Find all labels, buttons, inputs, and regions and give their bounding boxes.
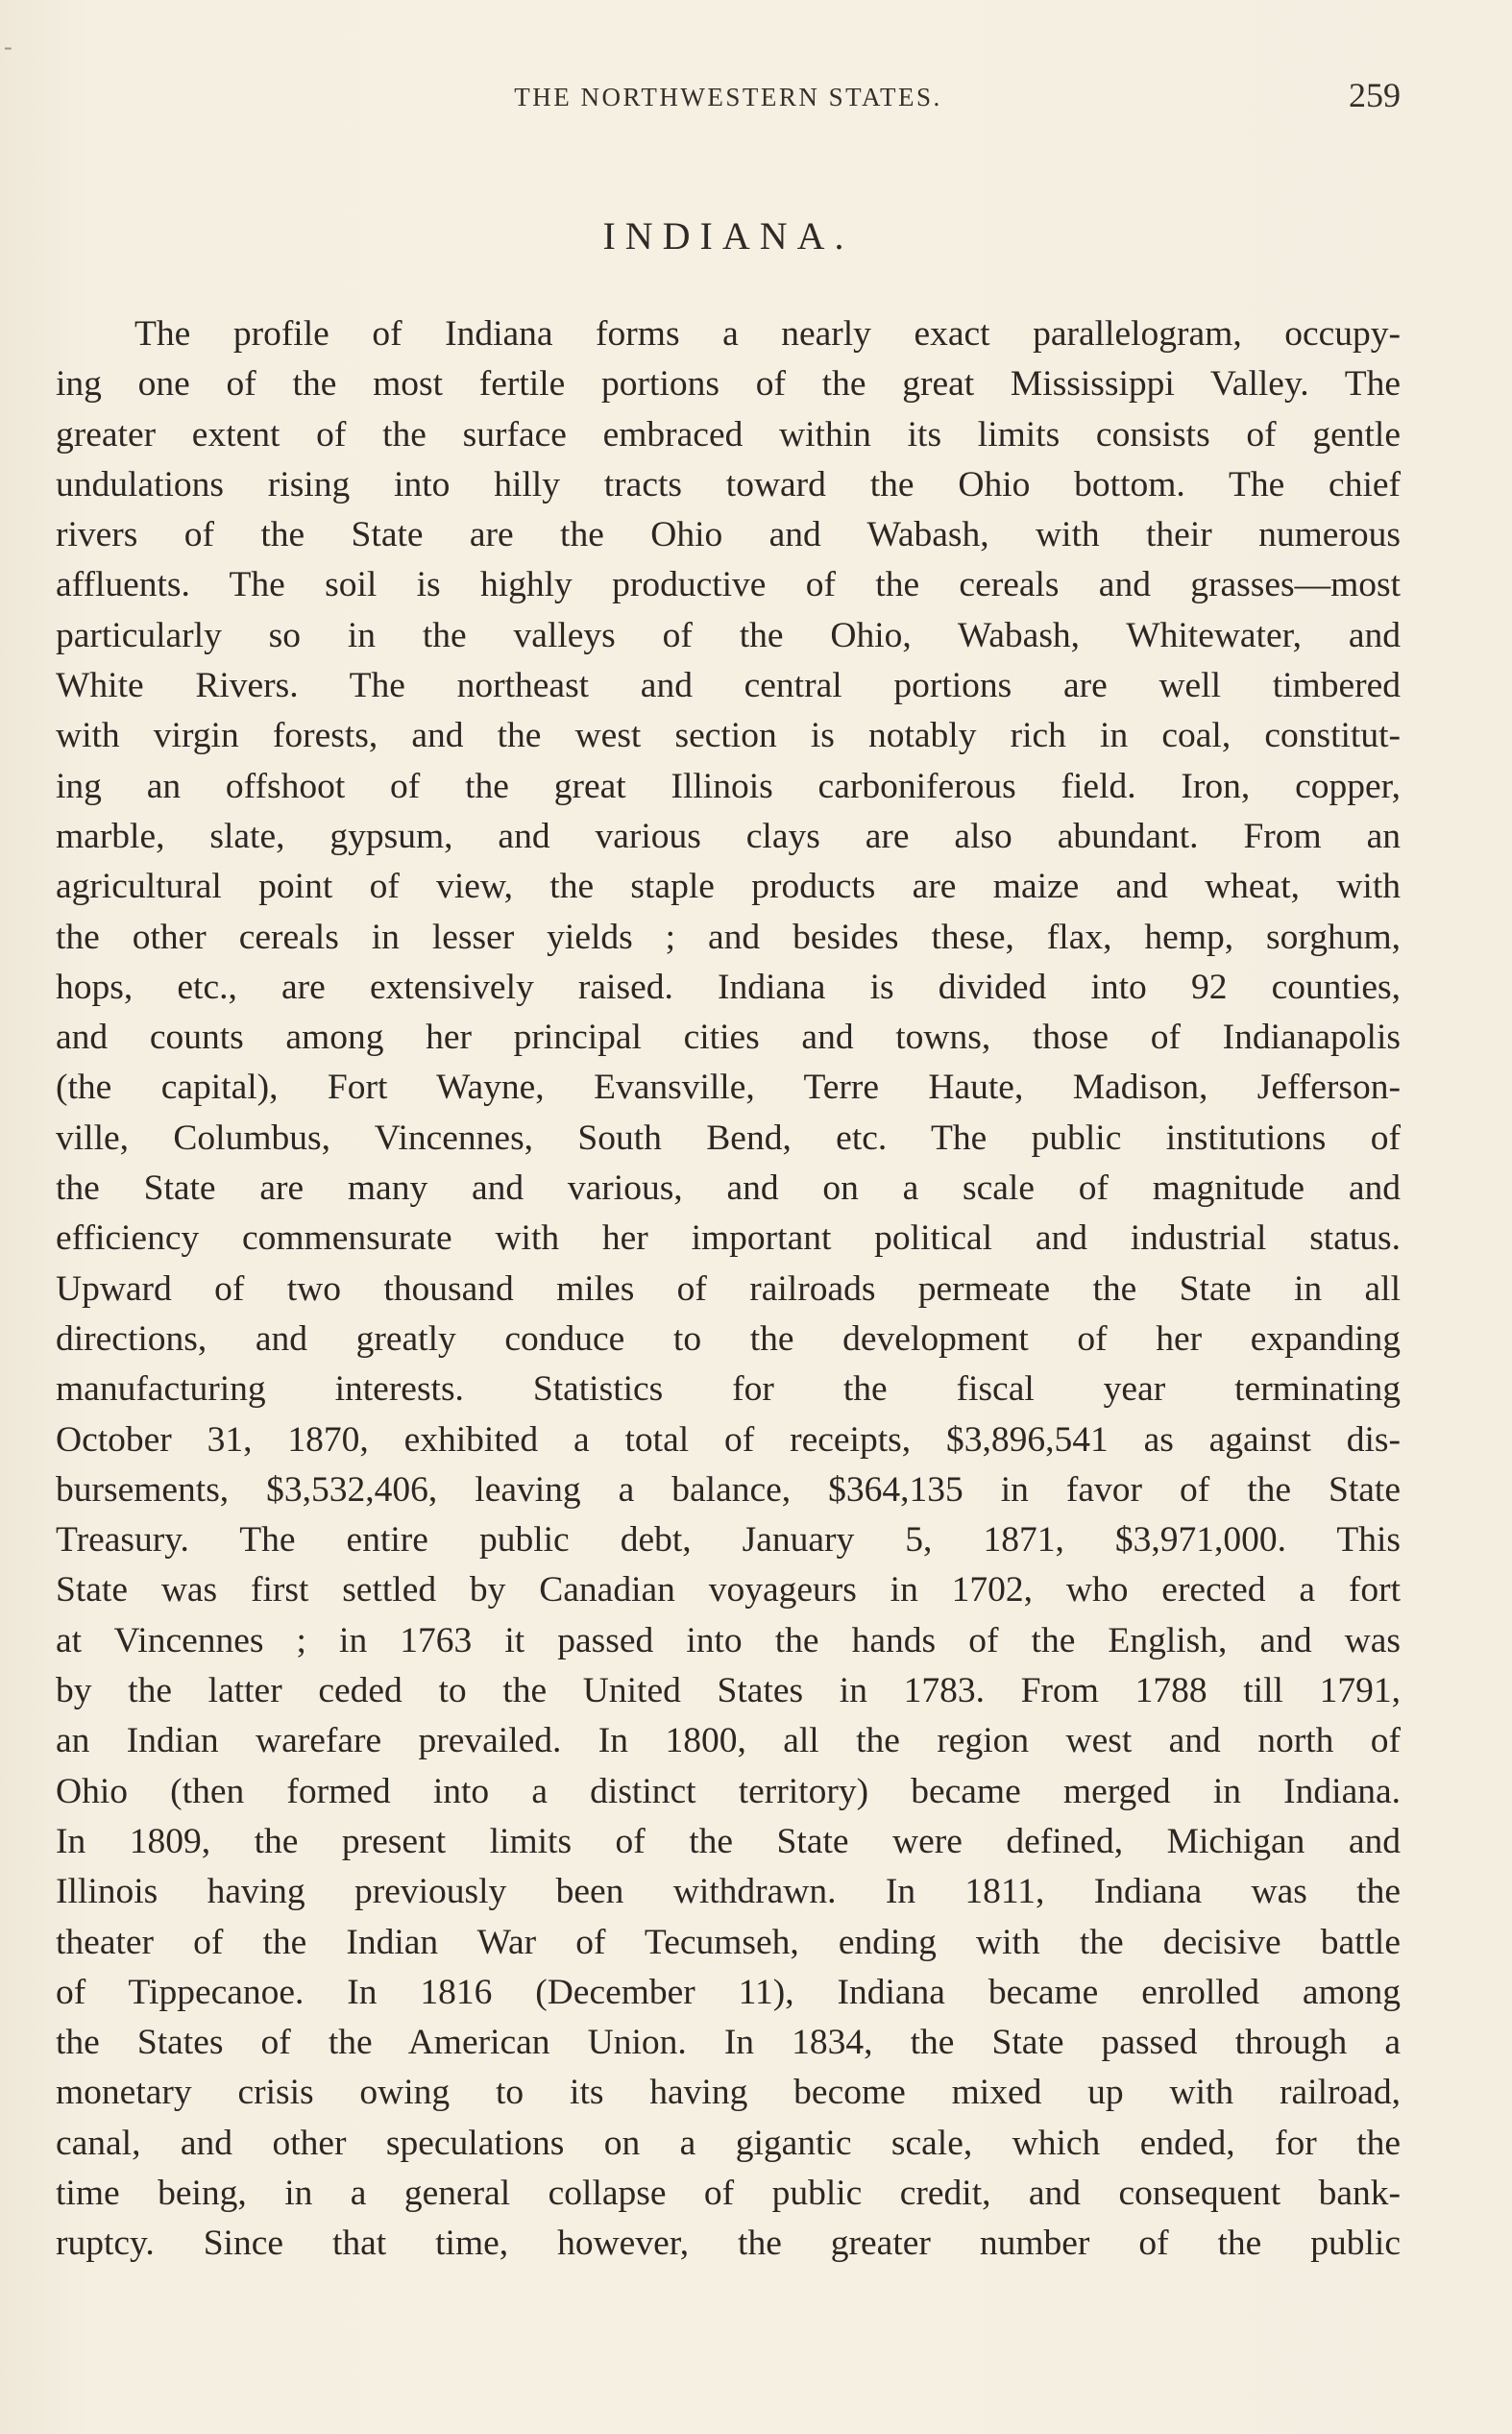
text-line: particularly so in the valleys of the Ohio, Wabash, Whitewater, and — [56, 615, 1401, 655]
text-line: monetary crisis owing to its having become mixed up with railroad, — [56, 2073, 1401, 2113]
text-line: an Indian warefare prevailed. In 1800, all the region west and north of — [56, 1721, 1401, 1761]
text-line: (the capital), Fort Wayne, Evansville, Terre Haute, Madison, Jefferson- — [56, 1068, 1401, 1108]
text-line: rivers of the State are the Ohio and Wabash, with their numerous — [56, 515, 1401, 555]
text-line: marble, slate, gypsum, and various clays are also abundant. From an — [56, 816, 1401, 856]
text-line: Ohio (then formed into a distinct territory) became merged in Indiana. — [56, 1771, 1401, 1811]
text-line: ville, Columbus, Vincennes, South Bend, etc. The public institutions of — [56, 1118, 1401, 1158]
running-header — [56, 76, 1401, 121]
text-line: State was first settled by Canadian voyageurs in 1702, who erected a fort — [56, 1570, 1401, 1610]
text-line: hops, etc., are extensively raised. Indiana is divided into 92 counties, — [56, 967, 1401, 1007]
body-paragraph — [56, 309, 1401, 2270]
running-title: THE NORTHWESTERN STATES. — [514, 83, 942, 111]
text-line: ing an offshoot of the great Illinois carboniferous field. Iron, copper, — [56, 766, 1401, 806]
section-title: INDIANA. — [602, 214, 854, 258]
text-line: affluents. The soil is highly productive of the cereals and grasses—most — [56, 565, 1401, 605]
text-line: the other cereals in lesser yields ; and besides these, flax, hemp, sorghum, — [56, 917, 1401, 957]
text-line: manufacturing interests. Statistics for the fiscal year terminating — [56, 1369, 1401, 1410]
text-line: ing one of the most fertile portions of the great Mississippi Valley. The — [56, 364, 1401, 405]
text-line: The profile of Indiana forms a nearly exact parallelogram, occupy- — [134, 314, 1401, 354]
text-line: with virgin forests, and the west section is notably rich in coal, constitut- — [56, 716, 1401, 756]
text-line: directions, and greatly conduce to the development of her expanding — [56, 1318, 1401, 1359]
text-line: of Tippecanoe. In 1816 (December 11), Indiana became enrolled among — [56, 1972, 1401, 2012]
text-line: theater of the Indian War of Tecumseh, ending with the decisive battle — [56, 1922, 1401, 1962]
text-line: greater extent of the surface embraced within its limits consists of gentle — [56, 414, 1401, 455]
text-line: at Vincennes ; in 1763 it passed into the hands of the English, and was — [56, 1620, 1401, 1660]
text-line: Upward of two thousand miles of railroads permeate the State in all — [56, 1268, 1401, 1309]
text-line: October 31, 1870, exhibited a total of receipts, $3,896,541 as against dis- — [56, 1419, 1401, 1460]
text-line: canal, and other speculations on a gigantic scale, which ended, for the — [56, 2123, 1401, 2163]
page-number: 259 — [1349, 76, 1401, 114]
text-line: by the latter ceded to the United States in 1783. From 1788 till 1791, — [56, 1671, 1401, 1711]
text-line: and counts among her principal cities and towns, those of Indianapolis — [56, 1018, 1401, 1058]
text-line: Treasury. The entire public debt, January 5, 1871, $3,971,000. This — [56, 1520, 1401, 1561]
text-line: bursements, $3,532,406, leaving a balance, $364,135 in favor of the State — [56, 1469, 1401, 1510]
text-line: White Rivers. The northeast and central portions are well timbered — [56, 666, 1401, 706]
text-line: In 1809, the present limits of the State were defined, Michigan and — [56, 1821, 1401, 1861]
margin-mark: - — [4, 33, 12, 61]
text-line: ruptcy. Since that time, however, the greater number of the public — [56, 2224, 1401, 2264]
text-line: time being, in a general collapse of public credit, and consequent bank- — [56, 2173, 1401, 2213]
text-line: Illinois having previously been withdrawn. In 1811, Indiana was the — [56, 1872, 1401, 1912]
text-line: the State are many and various, and on a scale of magnitude and — [56, 1168, 1401, 1209]
text-line: agricultural point of view, the staple products are maize and wheat, with — [56, 867, 1401, 907]
text-line: undulations rising into hilly tracts toward the Ohio bottom. The chief — [56, 464, 1401, 504]
text-line: the States of the American Union. In 1834, the State passed through a — [56, 2023, 1401, 2063]
text-line: efficiency commensurate with her important political and industrial status. — [56, 1218, 1401, 1259]
